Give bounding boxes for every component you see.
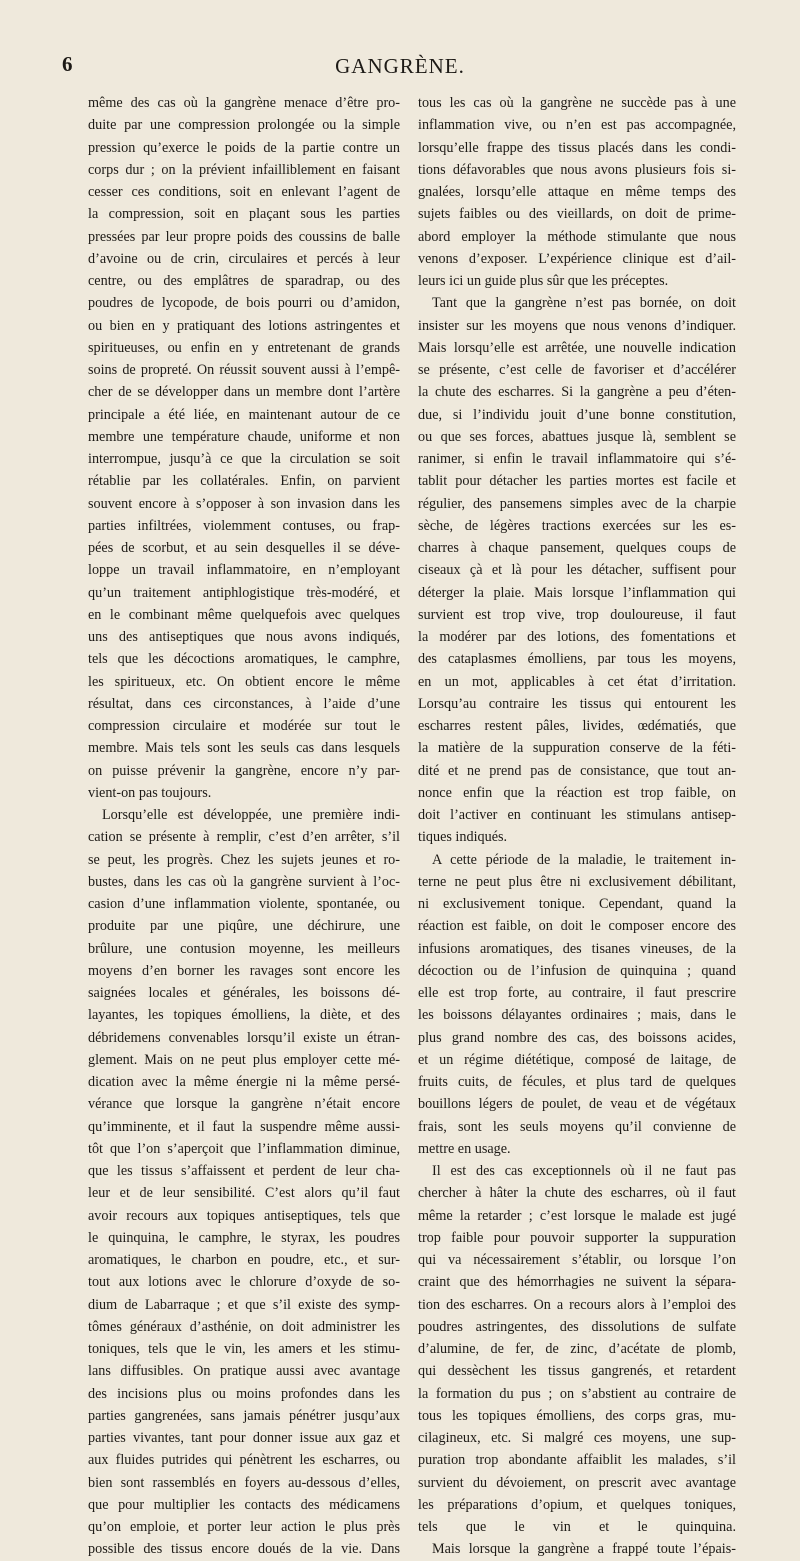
text-line: trop faible pour pouvoir supporter la suppuration xyxy=(418,1229,736,1246)
text-line: qu’un traitement antiphlogistique très-modéré, et xyxy=(88,584,400,601)
text-line: tablit pour détacher les parties mortes est facile et xyxy=(418,473,736,490)
text-line: layantes, les topiques émolliens, la diète, et des xyxy=(88,1007,400,1024)
text-line: dium de Labarraque ; et que s’il existe des symp- xyxy=(88,1296,400,1313)
text-line: se présente, c’est celle de favoriser et d’accélérer xyxy=(418,362,736,378)
text-line: bustes, dans les cas où la gangrène survient à l’oc- xyxy=(88,873,400,890)
text-line: débridemens convenables lorsqu’il existe un étran- xyxy=(88,1029,400,1046)
text-line: aux fluides putrides qui pénètrent les escharres, ou xyxy=(88,1452,400,1469)
text-line: glement. Mais on ne peut plus employer cette mé- xyxy=(88,1051,400,1068)
text-line: d’alumine, de fer, de zinc, d’acétate de plomb, xyxy=(418,1341,736,1357)
text-line: inflammation vive, ou n’en est pas accompagnée, xyxy=(418,117,736,134)
text-line: interrompue, jusqu’à ce que la circulation se soit xyxy=(88,451,400,467)
text-line: tions défavorables que nous avons plusieurs fois si- xyxy=(418,161,736,178)
text-line: les préparations d’opium, et quelques toniques, xyxy=(418,1496,736,1513)
text-line: souvent encore à s’opposer à son invasion dans les xyxy=(88,495,400,512)
text-line: en le combinant même quelquefois avec quelques xyxy=(88,606,400,623)
text-line: qui va nécessairement s’établir, ou lorsque l’on xyxy=(418,1252,736,1268)
text-line: Mais lorsqu’elle est arrêtée, une nouvelle indication xyxy=(418,339,736,356)
text-line: possible des tissus encore doués de la vie. Dans xyxy=(88,1541,400,1558)
text-line: duite par une compression prolongée ou la simple xyxy=(88,117,400,134)
text-line: compression circulaire et modérée sur tout le xyxy=(88,718,400,734)
text-line: avoir recours aux topiques antiseptiques, tels que xyxy=(88,1207,400,1224)
text-line: cesser ces conditions, soit en enlevant l’agent de xyxy=(88,184,400,200)
text-line: lorsqu’elle frappe des tissus placés dans les condi- xyxy=(418,139,736,156)
running-title: GANGRÈNE. xyxy=(335,54,465,78)
text-line: produite par une piqûre, une déchirure, une xyxy=(88,918,400,935)
text-line: infusions aromatiques, des tisanes vineuses, de la xyxy=(418,940,736,957)
text-line: des incisions plus ou moins profondes dans les xyxy=(88,1385,400,1402)
text-line: fruits cuits, de fécules, et plus tard de quelques xyxy=(418,1074,736,1090)
text-line: parties infiltrées, violemment contuses, ou frap- xyxy=(88,517,400,534)
right-text-column xyxy=(418,92,736,1561)
text-line: décoction ou de l’infusion de quinquina ; quand xyxy=(418,962,736,979)
text-line: dication avec la même énergie ni la même persé- xyxy=(88,1074,400,1090)
text-line: même la retarder ; c’est lorsque le malade est jugé xyxy=(418,1207,736,1224)
text-line: les boissons délayantes ordinaires ; mais, dans le xyxy=(418,1007,736,1024)
text-line: centre, ou des emplâtres de sparadrap, ou des xyxy=(88,273,400,289)
text-line: déterger la plaie. Mais lorsque l’inflammation qui xyxy=(418,584,736,601)
text-line: la matière de la suppuration conserve de la féti- xyxy=(418,740,736,757)
text-line: leur et de leur sensibilité. C’est alors qu’il faut xyxy=(88,1185,400,1202)
text-line: sujets faibles ou des vieillards, on doit de prime- xyxy=(418,206,736,223)
text-line: et un régime diététique, composé de laitage, de xyxy=(418,1051,736,1068)
text-line: ou que ses forces, abattues jusque là, semblent se xyxy=(418,428,736,445)
text-line: tous les cas où la gangrène ne succède pas à une xyxy=(418,95,736,111)
text-line: bien sont rassemblés en foyers au-dessous d’elles, xyxy=(88,1474,400,1491)
text-line: que pour multiplier les contacts des médicamens xyxy=(88,1496,400,1513)
text-line: Lorsqu’au contraire les tissus qui entourent les xyxy=(418,695,736,712)
text-line: vient-on pas toujours. xyxy=(88,784,212,801)
text-line: cher de se développer dans un membre dont l’artère xyxy=(88,384,400,401)
text-line: elle est trop forte, au contraire, il faut prescrire xyxy=(418,985,736,1001)
text-line: dité et ne prend pas de consistance, que tout an- xyxy=(418,762,736,779)
text-line: parties vivantes, tant pour donner issue aux gaz et xyxy=(88,1430,400,1446)
text-line: casion d’une inflammation violente, spontanée, ou xyxy=(88,896,400,912)
text-line: tels que le vin et le quinquina. xyxy=(418,1519,736,1535)
text-line: ou bien en y pratiquant des lotions astringentes et xyxy=(88,317,400,334)
text-line: réaction est faible, on doit le composer encore des xyxy=(418,918,736,935)
text-line: on puisse prévenir la gangrène, encore n’y par- xyxy=(88,762,400,779)
text-line: loppe un travail inflammatoire, en n’employant xyxy=(88,562,400,579)
text-line: frais, sont les seuls moyens qu’il convienne de xyxy=(418,1118,736,1135)
text-line: les spiritueux, etc. On obtient encore le même xyxy=(88,673,400,690)
text-line: aromatiques, le charbon en poudre, etc., et sur- xyxy=(88,1252,400,1268)
text-line: Lorsqu’elle est développée, une première indi- xyxy=(102,807,400,823)
text-line: plus grand nombre des cas, des boissons acides, xyxy=(418,1029,736,1046)
text-line: uns des antiseptiques que nous avons indiqués, xyxy=(88,629,400,645)
text-line: la compression, soit en plaçant sous les parties xyxy=(88,206,400,223)
text-line: soins de propreté. On réussit souvent aussi à l’empê- xyxy=(88,362,400,378)
text-line: tels que les décoctions aromatiques, le camphre, xyxy=(88,651,400,668)
text-line: d’avoine ou de crin, circulaires et percés à leur xyxy=(88,250,400,267)
text-line: qu’on emploie, et porter leur action le plus près xyxy=(88,1519,400,1535)
text-line: lans diffusibles. On pratique aussi avec avantage xyxy=(88,1363,400,1380)
text-line: tôt que l’on s’aperçoit que l’inflammation diminue, xyxy=(88,1140,400,1157)
text-line: cation se présente à remplir, c’est d’en arrêter, s’il xyxy=(88,829,400,846)
text-line: survient du dévoiement, on prescrit avec avantage xyxy=(418,1474,736,1491)
text-line: membre. Mais tels sont les seuls cas dans lesquels xyxy=(88,740,400,757)
text-line: pressées par leur propre poids des coussins de balle xyxy=(88,228,400,245)
text-line: principale a été liée, en maintenant autour de ce xyxy=(88,406,400,423)
text-line: sèche, de légères tractions exercées sur les es- xyxy=(418,517,736,534)
text-line: insister sur les moyens que nous venons d’indiquer. xyxy=(418,317,736,334)
text-line: poudres de lycopode, de bois pourri ou d’amidon, xyxy=(88,295,400,312)
text-line: ranimer, si enfin le travail inflammatoire qui s’é- xyxy=(418,451,736,467)
text-line: pées de scorbut, et au sein desquelles il se déve- xyxy=(88,540,400,556)
text-line: tiques indiqués. xyxy=(418,829,508,846)
text-line: saignées locales et générales, les boissons dé- xyxy=(88,985,400,1001)
text-line: Mais lorsque la gangrène a frappé toute l’épais- xyxy=(432,1541,736,1558)
text-line: chercher à hâter la chute des escharres, où il faut xyxy=(418,1185,736,1202)
text-line: Tant que la gangrène n’est pas bornée, on doit xyxy=(432,295,736,312)
text-line: mettre en usage. xyxy=(418,1140,511,1157)
text-line: la chute des escharres. Si la gangrène a peu d’éten- xyxy=(418,384,736,401)
text-line: survient est trop vive, trop douloureuse, il faut xyxy=(418,606,736,623)
text-line: pression qu’exerce le poids de la partie contre un xyxy=(88,139,400,156)
text-line: ciseaux çà et là pour les détacher, suffisent pour xyxy=(418,562,736,579)
text-line: bouillons légers de poulet, de veau et de végétaux xyxy=(418,1096,736,1113)
text-line: nonce enfin que la réaction est trop faible, on xyxy=(418,784,736,801)
left-text-column xyxy=(88,92,400,1561)
text-line: abord employer la méthode stimulante que nous xyxy=(418,228,736,245)
text-line: qui dessèchent les tissus gangrenés, et retardent xyxy=(418,1363,736,1380)
text-line: tous les topiques émolliens, des corps gras, mu- xyxy=(418,1407,736,1424)
text-line: toniques, tels que le vin, les amers et les stimu- xyxy=(88,1341,400,1357)
text-line: due, si l’individu jouit d’une bonne constitution, xyxy=(418,406,736,423)
text-line: charres à chaque pansement, quelques coups de xyxy=(418,540,736,556)
text-line: même des cas où la gangrène menace d’être pro- xyxy=(88,95,400,111)
text-line: que les tissus s’affaissent et perdent de leur cha- xyxy=(88,1163,400,1179)
text-line: vérance que lorsque la gangrène n’était encore xyxy=(88,1096,400,1113)
text-line: puration trop abondante affaiblit les malades, s’il xyxy=(418,1452,736,1469)
text-line: moyens d’en borner les ravages sont encore les xyxy=(88,962,400,979)
page-number: 6 xyxy=(62,52,73,76)
text-line: terne ne peut plus être ni exclusivement débilitant, xyxy=(418,873,736,890)
text-line: membre une température chaude, uniforme et non xyxy=(88,428,400,445)
text-line: corps dur ; on la prévient infailliblement en faisant xyxy=(88,161,400,178)
text-line: se peut, les progrès. Chez les sujets jeunes et ro- xyxy=(88,851,400,868)
text-line: parties gangrenées, sans jamais pénétrer jusqu’aux xyxy=(88,1407,400,1424)
text-line: brûlure, une contusion moyenne, les meilleurs xyxy=(88,940,400,957)
text-line: craint que des hémorrhagies ne suivent la sépara- xyxy=(418,1274,736,1291)
text-line: poudres astringentes, des dissolutions de sulfate xyxy=(418,1318,736,1335)
text-line: la formation du pus ; on s’abstient au contraire de xyxy=(418,1385,736,1402)
text-line: escharres restent pâles, livides, œdématiés, que xyxy=(418,718,736,734)
text-line: cilagineux, etc. Si malgré ces moyens, une sup- xyxy=(418,1430,736,1446)
text-line: tion des escharres. On a recours alors à l’emploi des xyxy=(418,1296,736,1313)
text-line: en un mot, applicables à cet état d’irritation. xyxy=(418,673,736,690)
text-line: tout aux lotions avec le chlorure d’oxyde de so- xyxy=(88,1274,400,1291)
text-line: spiritueuses, ou enfin en y entretenant de grands xyxy=(88,339,400,356)
text-line: gnalées, lorsqu’elle attaque en même temps des xyxy=(418,184,736,200)
text-line: Il est des cas exceptionnels où il ne faut pas xyxy=(432,1163,736,1179)
text-line: venons d’exposer. L’expérience clinique est d’ail- xyxy=(418,250,736,267)
text-line: le quinquina, le camphre, le styrax, les poudres xyxy=(88,1229,400,1246)
text-line: régulier, des pansemens simples avec de la charpie xyxy=(418,495,736,512)
text-line: la modérer par des lotions, des fomentations et xyxy=(418,629,736,645)
text-line: leurs ici un guide plus sûr que les préceptes. xyxy=(418,273,669,289)
text-line: ni exclusivement tonique. Cependant, quand la xyxy=(418,896,736,912)
text-line: A cette période de la maladie, le traitement in- xyxy=(432,851,736,868)
text-line: qu’imminente, et il faut la suspendre même aussi- xyxy=(88,1118,400,1135)
text-line: rétablie par les collatérales. Enfin, on parvient xyxy=(88,473,400,490)
text-line: des cataplasmes émolliens, par tous les moyens, xyxy=(418,651,736,668)
text-line: tômes généraux d’asthénie, on doit administrer les xyxy=(88,1318,400,1335)
text-line: résultat, dans ces circonstances, à l’aide d’une xyxy=(88,695,400,712)
text-line: doit l’activer en continuant les stimulans antisep- xyxy=(418,807,736,823)
